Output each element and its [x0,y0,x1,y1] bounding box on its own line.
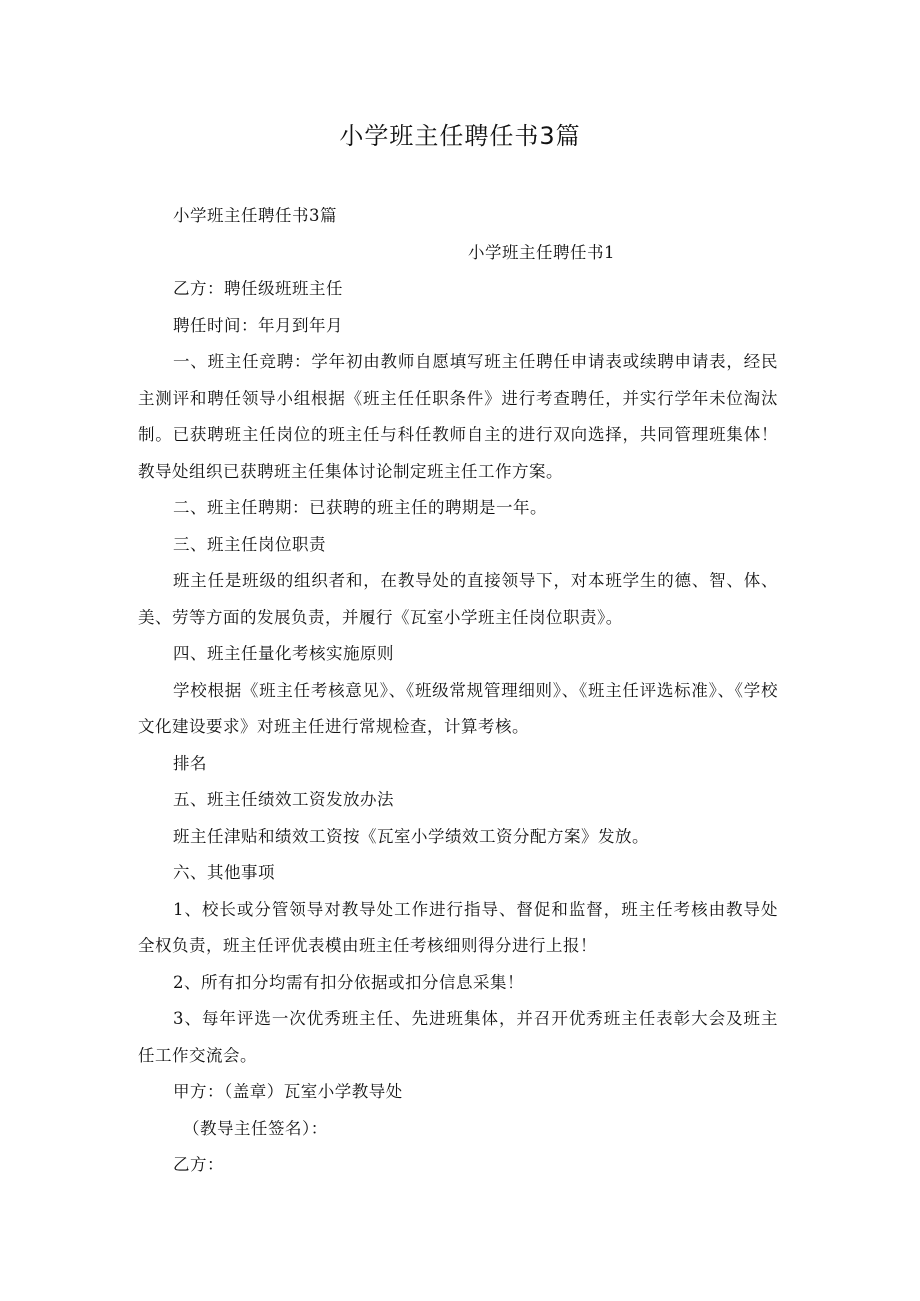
paragraph-clause-5-heading: 五、班主任绩效工资发放办法 [173,790,394,809]
paragraph-section-heading: 小学班主任聘任书1 [468,242,615,262]
paragraph-item-1: 1、校长或分管领导对教导处工作进行指导、督促和监督，班主任考核由教导处全权负责，班主任评优表模由班主任考核细则得分进行上报！ [138,899,778,955]
paragraph-clause-1: 一、班主任竞聘：学年初由教师自愿填写班主任聘任申请表或续聘申请表，经民主测评和聘任领导小组根据《班主任任职条件》进行考查聘任，并实行学年未位淘汰制。已获聘班主任岗位的班主任与科任教师自主的进行双向选择，共同管理班集体！教导处组织已获聘班主任集体讨论制定班主任工作方案。 [138,352,778,481]
paragraph-clause-5-body: 班主任津贴和绩效工资按《瓦室小学绩效工资分配方案》发放。 [173,826,649,846]
document-title: 小学班主任聘任书3篇 [339,122,581,150]
paragraph-subtitle: 小学班主任聘任书3篇 [173,206,337,225]
document-body [138,198,778,1184]
paragraph-item-2: 2、所有扣分均需有扣分依据或扣分信息采集！ [173,972,524,992]
paragraph-clause-2: 二、班主任聘期：已获聘的班主任的聘期是一年。 [173,498,547,517]
paragraph-party-a-signature: 甲方：（盖章）瓦室小学教导处 [173,1082,403,1101]
paragraph-term: 聘任时间：年月到年月 [173,315,343,335]
paragraph-clause-4-heading: 四、班主任量化考核实施原则 [173,644,394,663]
paragraph-clause-3-body: 班主任是班级的组织者和，在教导处的直接领导下，对本班学生的德、智、体、美、劳等方面的发展负责，并履行《瓦室小学班主任岗位职责》。 [138,571,778,627]
paragraph-party-b-signature: 乙方： [173,1155,224,1174]
paragraph-item-3: 3、每年评选一次优秀班主任、先进班集体，并召开优秀班主任表彰大会及班主任工作交流会。 [138,1009,778,1065]
paragraph-party-b: 乙方：聘任级班班主任 [173,279,343,298]
paragraph-clause-6-heading: 六、其他事项 [173,863,275,882]
paragraph-clause-3-heading: 三、班主任岗位职责 [173,534,326,554]
paragraph-director-signature: （教导主任签名）： [183,1118,328,1138]
paragraph-clause-4-body: 学校根据《班主任考核意见》、《班级常规管理细则》、《班主任评选标准》、《学校文化建设要求》对班主任进行常规检查，计算考核。 [138,680,778,736]
paragraph-ranking: 排名 [173,753,207,773]
